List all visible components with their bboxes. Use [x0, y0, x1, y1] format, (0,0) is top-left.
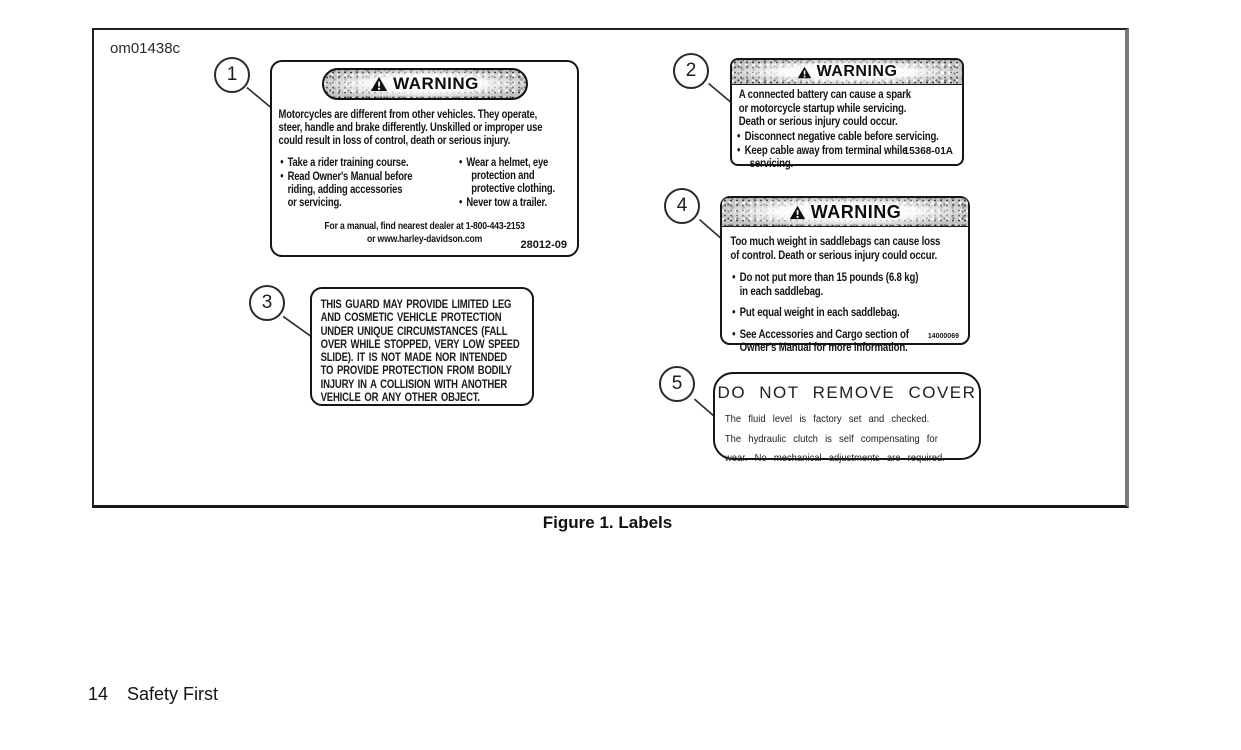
figure-caption: Figure 1. Labels — [542, 513, 673, 532]
text-line: Keep cable away from terminal while — [744, 144, 908, 157]
bullet-column-left — [280, 156, 459, 210]
text-line: protection and — [471, 170, 535, 182]
label-title: DO NOT REMOVE COVER — [717, 383, 977, 402]
bullet-marker: • — [737, 130, 741, 143]
label-body — [321, 298, 532, 404]
text-line: Owner's Manual for more information. — [739, 342, 908, 354]
label-rider-warning — [270, 60, 579, 257]
label-content — [272, 109, 577, 245]
warning-pill-center — [324, 70, 526, 98]
label-body — [739, 89, 962, 130]
text-line: Motorcycles are different from other vehicles. They operate, — [278, 109, 538, 121]
text-line: or motorcycle startup while servicing. — [738, 102, 907, 115]
callout-4 — [664, 188, 700, 224]
text-line: A connected battery can cause a spark — [738, 89, 911, 101]
text-line: in each saddlebag. — [739, 285, 824, 298]
warning-banner-center — [732, 60, 962, 84]
bullet-item — [737, 131, 962, 144]
warning-strip-banner — [722, 198, 968, 227]
bullet-marker: • — [737, 144, 741, 157]
text-line: The hydraulic clutch is self compensating for — [724, 432, 938, 445]
label-saddlebag-warning — [720, 196, 970, 354]
warning-triangle-icon — [797, 66, 812, 79]
warning-triangle-icon — [789, 205, 806, 220]
text-line: OVER WHILE STOPPED, VERY LOW SPEED — [320, 336, 520, 351]
callout-2-number: 2 — [685, 60, 697, 81]
figure-code: om01438c — [110, 40, 181, 57]
bullet-marker: • — [280, 171, 284, 183]
label-content — [312, 298, 532, 404]
warning-strip-banner — [732, 60, 962, 85]
warning-triangle-icon — [370, 76, 388, 92]
leader-line-3 — [283, 316, 311, 336]
text-line: SLIDE). IT IS NOT MADE NOR INTENDED — [320, 350, 507, 365]
text-line: INJURY IN A COLLISION WITH ANOTHER — [320, 376, 508, 391]
text-line: steer, handle and brake differently. Unskilled or improper use — [278, 122, 543, 134]
warning-banner-text: WARNING — [393, 74, 479, 93]
callout-5-number: 5 — [671, 373, 683, 394]
section-title: Safety First — [127, 684, 219, 704]
text-line: servicing. — [749, 157, 794, 170]
callout-3 — [249, 285, 285, 321]
bullet-item — [459, 157, 574, 196]
text-line: UNDER UNIQUE CIRCUMSTANCES (FALL — [320, 323, 508, 338]
text-line: of control. Death or serious injury could occur. — [730, 250, 938, 262]
text-line: Read Owner's Manual before — [287, 171, 413, 183]
part-number: 15368-01A — [903, 146, 953, 157]
warning-banner-text: WARNING — [810, 201, 902, 222]
text-line: Put equal weight in each saddlebag. — [739, 307, 900, 319]
label-battery-warning — [730, 58, 964, 170]
callout-3-number: 3 — [261, 292, 273, 313]
callout-1-number: 1 — [226, 64, 238, 85]
callout-4-number: 4 — [676, 195, 688, 216]
text-line: Do not put more than 15 pounds (6.8 kg) — [739, 272, 919, 284]
text-line: THIS GUARD MAY PROVIDE LIMITED LEG — [320, 297, 512, 311]
warning-banner-center — [722, 198, 968, 226]
text-line: TO PROVIDE PROTECTION FROM BODILY — [320, 363, 512, 378]
bullet-marker: • — [732, 272, 736, 284]
text-line: protective clothing. — [471, 183, 555, 195]
label-body — [279, 109, 571, 148]
part-number: 28012-09 — [520, 239, 567, 251]
text-line: AND COSMETIC VEHICLE PROTECTION — [320, 310, 502, 325]
text-line: The fluid level is factory set and checked. — [724, 413, 930, 425]
label-body — [730, 235, 967, 263]
bullet-item — [732, 307, 968, 321]
label-content — [715, 410, 979, 469]
figure-frame — [92, 28, 1129, 508]
bullet-marker: • — [280, 157, 284, 169]
text-line: wear. No mechanical adjustments are required. — [724, 452, 945, 464]
text-line: riding, adding accessories — [287, 184, 403, 196]
bullet-marker: • — [458, 197, 463, 209]
bullet-item — [459, 197, 574, 210]
text-line: Too much weight in saddlebags can cause loss — [730, 236, 941, 248]
text-line: Wear a helmet, eye — [466, 157, 549, 169]
bullet-marker: • — [458, 157, 463, 169]
text-line: Never tow a trailer. — [466, 197, 547, 209]
text-line: or servicing. — [287, 197, 342, 209]
text-line: Disconnect negative cable before servicing. — [744, 130, 939, 143]
page-number: 14 — [88, 684, 109, 704]
callout-5 — [659, 366, 695, 402]
bullet-item — [280, 171, 459, 210]
page-footer — [88, 684, 218, 705]
bullet-list — [732, 272, 968, 356]
text-line: or www.harley-davidson.com — [367, 232, 483, 245]
label-clutch-cover-notice — [713, 372, 981, 464]
bullet-column-right — [459, 156, 574, 210]
text-line: could result in loss of control, death or serious injury. — [278, 135, 511, 147]
bullet-marker: • — [732, 307, 736, 319]
leader-line-1 — [247, 87, 271, 107]
part-number: 14000069 — [927, 333, 959, 340]
text-line: See Accessories and Cargo section of — [739, 328, 909, 341]
bullet-columns — [280, 156, 574, 210]
label-content — [732, 89, 962, 171]
bullet-item — [732, 272, 968, 299]
bullet-marker: • — [732, 328, 736, 341]
text-line: For a manual, find nearest dealer at 1-800-443-2153 — [324, 220, 525, 232]
callout-2 — [673, 53, 709, 89]
bullet-item — [280, 157, 459, 170]
text-line: VEHICLE OR ANY OTHER OBJECT. — [320, 390, 480, 405]
label-guard-notice — [310, 287, 534, 406]
callout-1 — [214, 57, 250, 93]
text-line: Death or serious injury could occur. — [738, 116, 898, 128]
warning-pill-banner — [322, 68, 528, 100]
label-body — [725, 410, 979, 469]
text-line: Take a rider training course. — [287, 157, 409, 169]
warning-banner-text: WARNING — [816, 63, 898, 80]
